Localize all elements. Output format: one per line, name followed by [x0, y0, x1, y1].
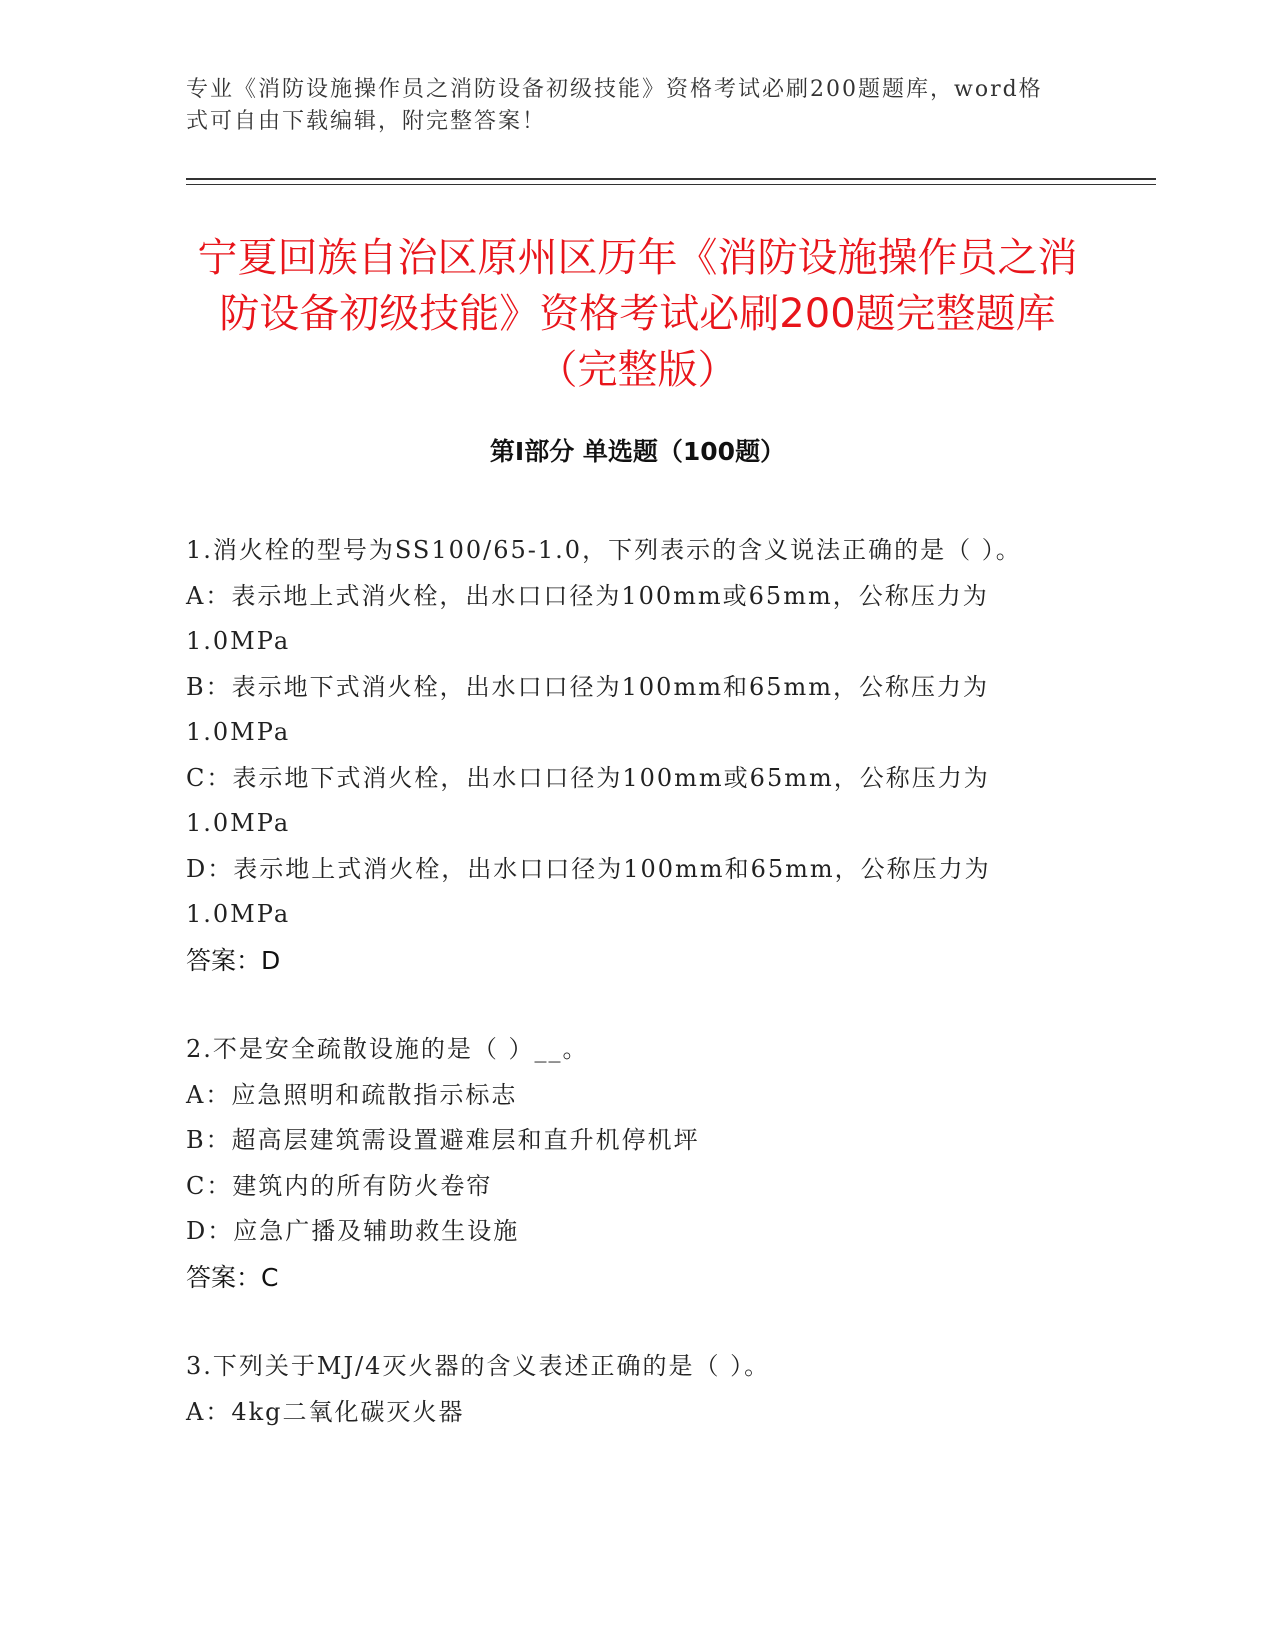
header-divider-thick — [186, 178, 1156, 180]
answer: 答案：C — [186, 1262, 279, 1292]
question-text: 1.消火栓的型号为SS100/65-1.0，下列表示的含义说法正确的是（ ）。 — [186, 536, 1022, 564]
document-title: 宁夏回族自治区原州区历年《消防设施操作员之消防设备初级技能》资格考试必刷200题完整题库（完整版） — [197, 235, 1078, 393]
option-d: D：表示地上式消火栓，出水口口径为100mm和65mm，公称压力为1.0MPa — [186, 854, 991, 928]
answer: 答案：D — [186, 945, 281, 975]
option-a: A：表示地上式消火栓，出水口口径为100mm或65mm，公称压力为1.0MPa — [186, 581, 989, 655]
option-a: A：4kg二氧化碳灭火器 — [186, 1397, 465, 1426]
question-3 — [186, 1344, 1066, 1435]
question-text: 2.不是安全疏散设施的是（ ）__。 — [186, 1035, 589, 1063]
header-note: 专业《消防设施操作员之消防设备初级技能》资格考试必刷200题题库，word格式可自由下载编辑，附完整答案！ — [186, 77, 1043, 134]
question-2 — [186, 1027, 1066, 1300]
header-divider-thin — [186, 184, 1156, 185]
question-list — [186, 528, 1066, 1479]
option-d: D：应急广播及辅助救生设施 — [186, 1217, 520, 1245]
question-text: 3.下列关于MJ/4灭火器的含义表述正确的是（ ）。 — [186, 1352, 771, 1380]
section-title: 第Ⅰ部分 单选题（100题） — [489, 437, 786, 466]
question-1 — [186, 528, 1066, 983]
option-c: C：建筑内的所有防火卷帘 — [186, 1171, 493, 1200]
option-b: B：超高层建筑需设置避难层和直升机停机坪 — [186, 1126, 700, 1154]
option-c: C：表示地下式消火栓，出水口口径为100mm或65mm，公称压力为1.0MPa — [186, 763, 990, 837]
option-a: A：应急照明和疏散指示标志 — [186, 1080, 518, 1109]
option-b: B：表示地下式消火栓，出水口口径为100mm和65mm，公称压力为1.0MPa — [186, 672, 990, 746]
